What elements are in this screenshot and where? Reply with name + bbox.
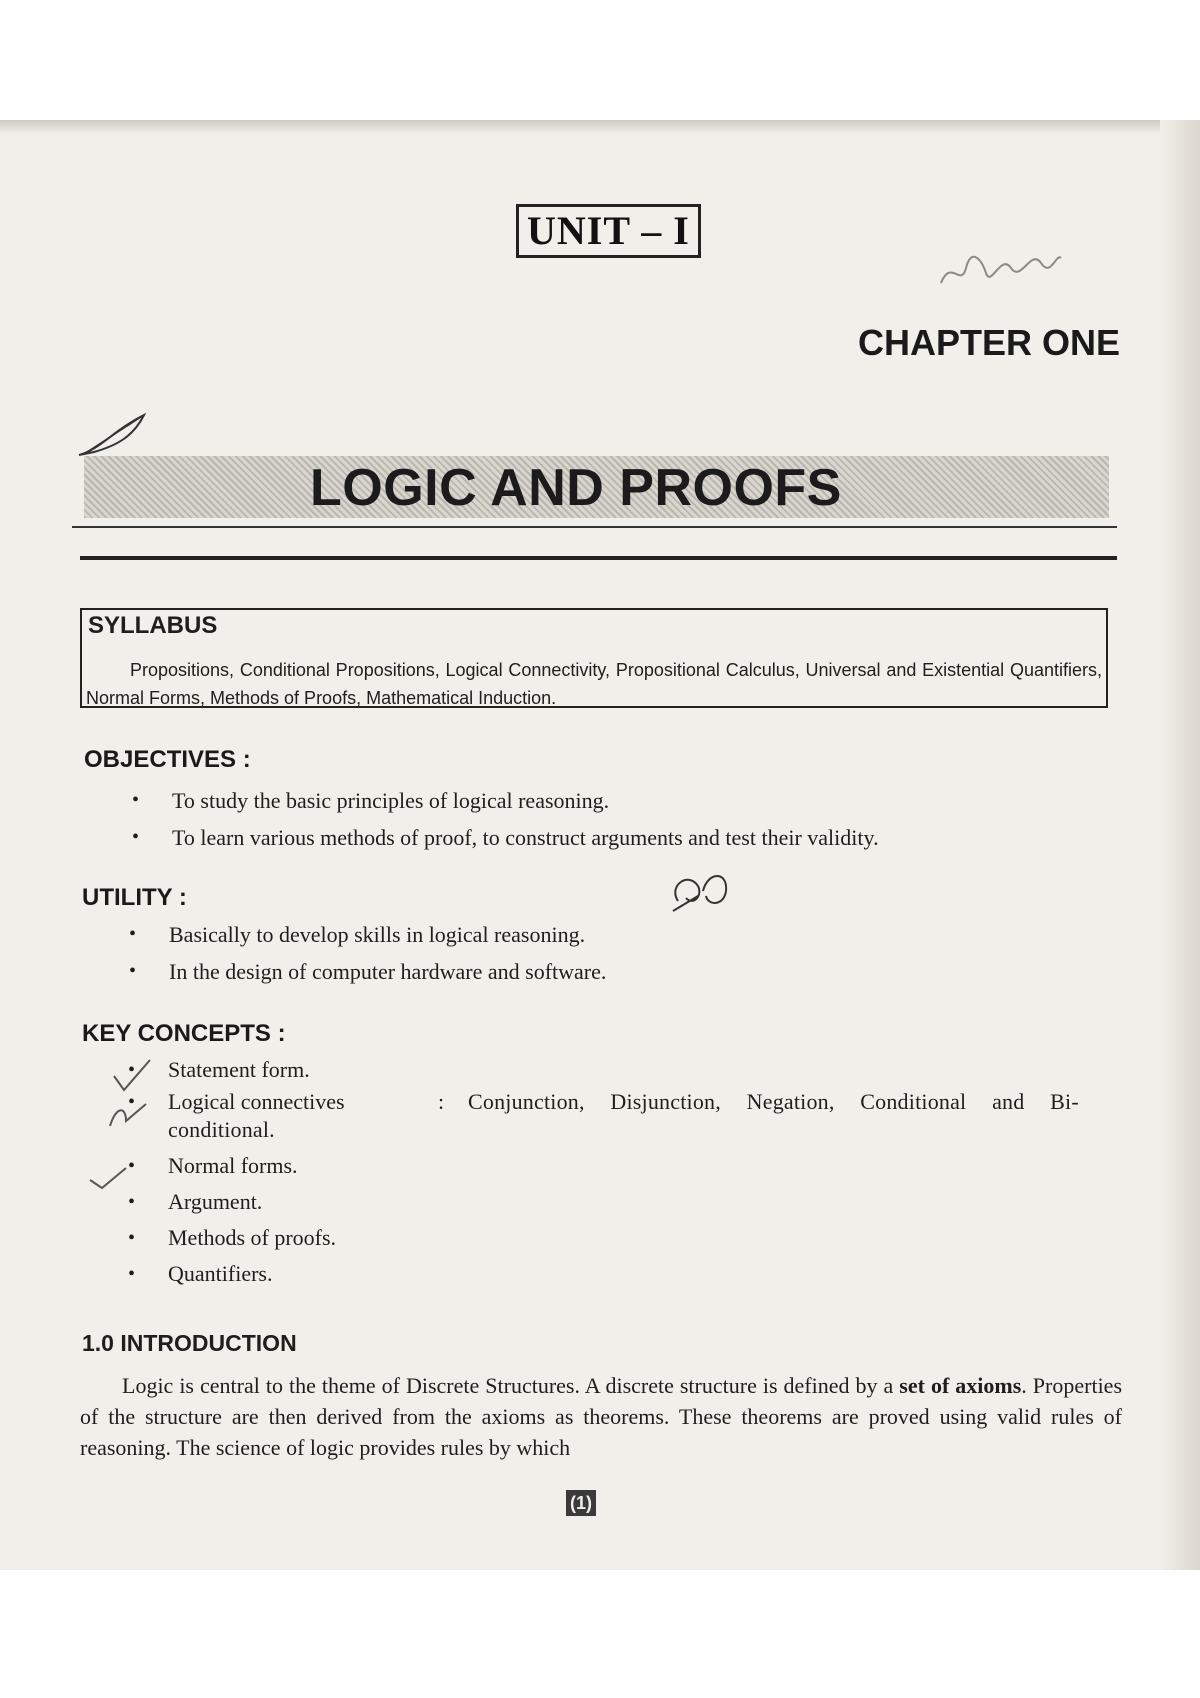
- introduction-text-part: . Properties of the structure are then derived from the axioms as theorems. These theorems are proved using valid rules of reasoning. The science of logic provides rules by which: [80, 1373, 1123, 1460]
- chapter-label: CHAPTER ONE: [857, 322, 1120, 363]
- introduction-heading: 1.0 INTRODUCTION: [82, 1330, 297, 1356]
- objectives-list: [172, 782, 879, 856]
- list-item: • To study the basic principles of logical reasoning.: [172, 782, 879, 819]
- introduction-text-part: Logic is central to the theme of Discrete Structures. A discrete structure is defined by a: [122, 1373, 900, 1398]
- unit-label: UNIT – I: [516, 204, 701, 258]
- check-mark-icon: [110, 1054, 166, 1094]
- divider-thick: [80, 556, 1117, 560]
- quill-icon: [74, 410, 154, 460]
- key-concepts-heading: KEY CONCEPTS :: [82, 1020, 286, 1047]
- utility-list: [169, 916, 606, 990]
- chapter-title: LOGIC AND PROOFS: [310, 459, 842, 517]
- introduction-bold-term: set of axioms: [899, 1373, 1022, 1398]
- list-item: • Methods of proofs.: [168, 1220, 1114, 1256]
- list-item-logical-connectives: [168, 1088, 1114, 1144]
- handwritten-signature: [936, 238, 1066, 298]
- page-edge-right: [1160, 120, 1200, 1570]
- logical-connectives-label: Logical connectives: [168, 1089, 345, 1114]
- utility-heading: UTILITY :: [82, 884, 187, 911]
- page-edge-top: [0, 120, 1200, 134]
- list-item: • Normal forms.: [168, 1148, 1114, 1184]
- list-item: • Statement form.: [168, 1052, 1114, 1088]
- syllabus-text: Propositions, Conditional Propositions, Logical Connectivity, Propositional Calculus, Universal and Existential Quantifiers, Normal Forms, Methods of Proofs, Mathematical Induction.: [86, 660, 1102, 708]
- syllabus-heading: SYLLABUS: [88, 612, 218, 639]
- logical-connectives-values: Conjunction, Disjunction, Negation, Conditional and Bi-conditional.: [168, 1089, 1079, 1142]
- key-concepts-list: [168, 1052, 1114, 1292]
- page-number: (1): [566, 1490, 596, 1516]
- handwritten-scribble: [668, 866, 738, 916]
- introduction-text: [80, 1370, 1122, 1463]
- list-item: • To learn various methods of proof, to construct arguments and test their validity.: [172, 819, 879, 856]
- list-item: • Quantifiers.: [168, 1256, 1114, 1292]
- logical-connectives-colon: :: [438, 1089, 445, 1114]
- divider-thin: [72, 526, 1117, 528]
- objectives-heading: OBJECTIVES :: [84, 746, 251, 773]
- list-item: • Basically to develop skills in logical reasoning.: [169, 916, 606, 953]
- list-item: • In the design of computer hardware and software.: [169, 953, 606, 990]
- list-item: • Argument.: [168, 1184, 1114, 1220]
